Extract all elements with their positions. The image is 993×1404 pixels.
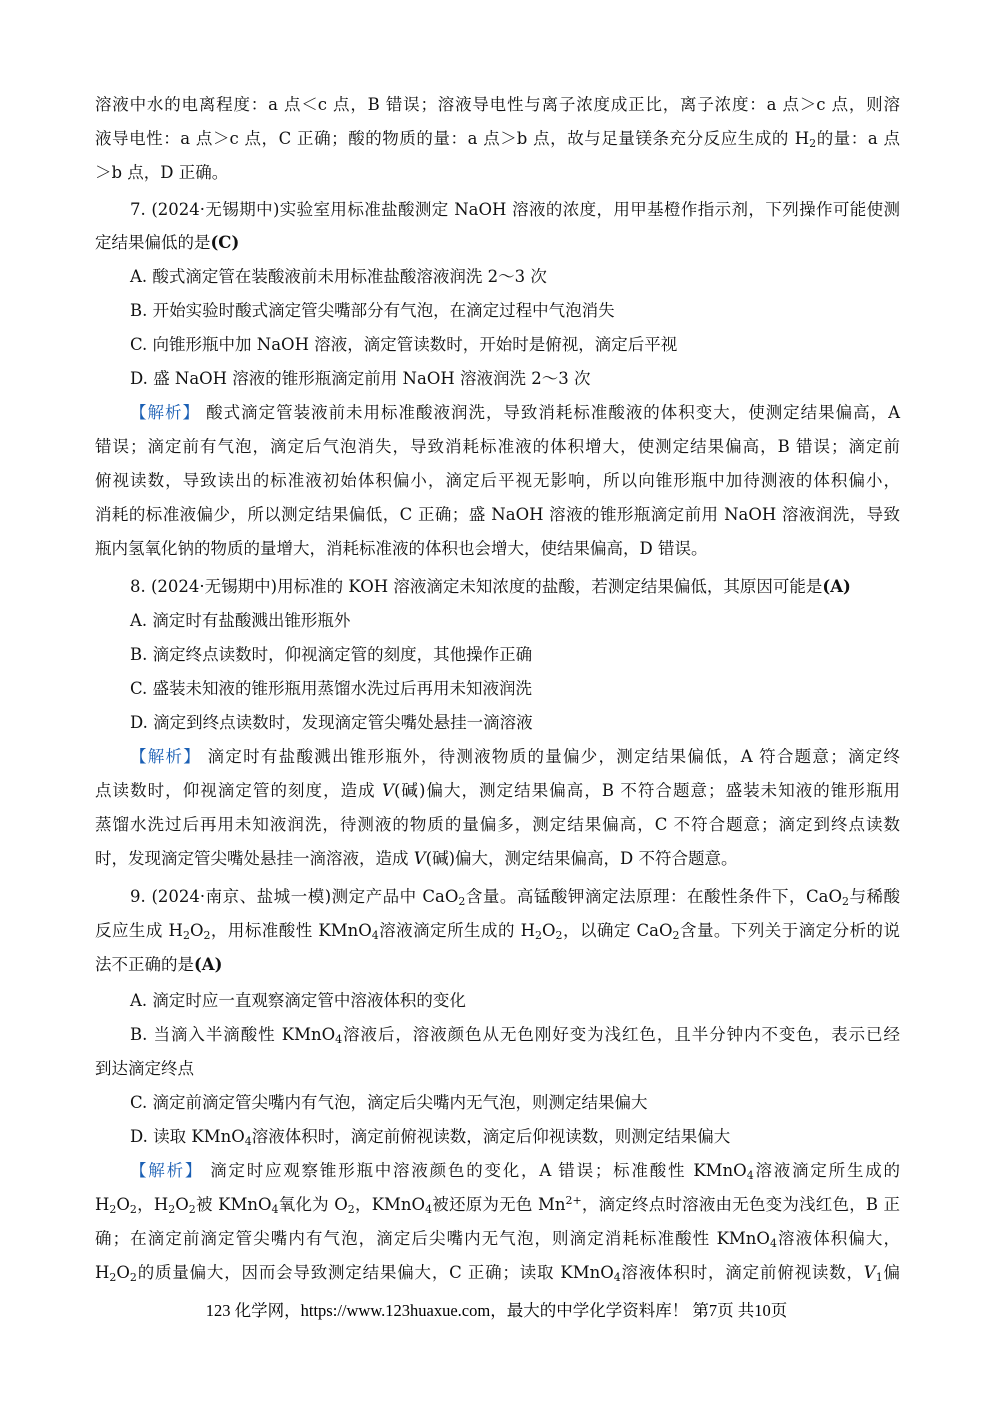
question-9-stem: 法不正确的是(A)	[95, 955, 223, 974]
q8-explanation-line: 蒸馏水洗过后再用未知液润洗，待测液的物质的量偏多，测定结果偏高，C 不符合题意；滴定到终点读数	[95, 815, 900, 834]
q9-option-b: 到达滴定终点	[95, 1059, 194, 1078]
q7-option-d: D. 盛 NaOH 溶液的锥形瓶滴定前用 NaOH 溶液润洗 2～3 次	[130, 369, 591, 388]
page-footer: 123 化学网，https://www.123huaxue.com，最大的中学化学资料库！ 第7页 共10页	[205, 1301, 788, 1320]
explanation-line: ＞b 点，D 正确。	[95, 163, 229, 182]
q9-option-c: C. 滴定前滴定管尖嘴内有气泡，滴定后尖嘴内无气泡，则测定结果偏大	[130, 1093, 648, 1112]
q8-explanation-line: 点读数时，仰视滴定管的刻度，造成 V(碱)偏大，测定结果偏高，B 不符合题意；盛装未知液的锥形瓶用	[95, 781, 900, 800]
q7-explanation-line: 错误；滴定前有气泡，滴定后气泡消失，导致消耗标准液的体积增大，使测定结果偏高，B 错误；滴定前	[95, 437, 900, 456]
q8-explanation-line: 时，发现滴定管尖嘴处悬挂一滴溶液，造成 V(碱)偏大，测定结果偏高，D 不符合题意。	[95, 849, 738, 868]
question-7-stem: 7. (2024·无锡期中)实验室用标准盐酸测定 NaOH 溶液的浓度，用甲基橙作指示剂，下列操作可能使测	[130, 200, 900, 219]
q8-explanation-line: 【解析】 滴定时有盐酸溅出锥形瓶外，待测液物质的量偏少，测定结果偏低，A 符合题意；滴定终	[130, 747, 901, 766]
explanation-line: 液导电性：a 点＞c 点，C 正确；酸的物质的量：a 点＞b 点，故与足量镁条充分反应生成的 $H_2$的量：a 点	[95, 129, 900, 150]
q7-option-c: C. 向锥形瓶中加 NaOH 溶液，滴定管读数时，开始时是俯视，滴定后平视	[130, 335, 678, 354]
q7-explanation-line: 瓶内氢氧化钠的物质的量增大，消耗标准液的体积也会增大，使结果偏高，D 错误。	[95, 539, 708, 558]
q9-explanation-line: $H_2O_2$，$H_2O_2$被 KMnO$_4$氧化为 $O_2$，KMnO$_4$被还原为无色 $Mn^{2+}$，滴定终点时溶液由无色变为浅红色，B 正	[95, 1194, 900, 1216]
q8-option-d: D. 滴定到终点读数时，发现滴定管尖嘴处悬挂一滴溶液	[130, 713, 533, 732]
q7-explanation-line: 俯视读数，导致读出的标准液初始体积偏小，滴定后平视无影响，所以向锥形瓶中加待测液的体积偏小，	[95, 471, 900, 490]
q7-explanation-line: 【解析】 酸式滴定管装液前未用标准酸液润洗，导致消耗标准酸液的体积变大，使测定结果偏高，A	[130, 403, 901, 422]
question-9-stem: 反应生成 $H_2O_2$，用标准酸性 KMnO$_4$溶液滴定所生成的 $H_2O_2$，以确定 CaO$_2$含量。下列关于滴定分析的说	[95, 921, 901, 942]
question-9-stem: 9. (2024·南京、盐城一模)测定产品中 CaO$_2$含量。高锰酸钾滴定法原理：在酸性条件下，CaO$_2$与稀酸	[130, 887, 900, 908]
q9-explanation-line: $H_2O_2$的质量偏大，因而会导致测定结果偏大，C 正确；读取 KMnO$_4$溶液体积时，滴定前俯视读数，$V_1$偏	[95, 1263, 901, 1284]
q7-option-a: A. 酸式滴定管在装酸液前未用标准盐酸溶液润洗 2～3 次	[130, 267, 547, 286]
explanation-line: 溶液中水的电离程度：a 点＜c 点，B 错误；溶液导电性与离子浓度成正比，离子浓度：a 点＞c 点，则溶	[95, 95, 900, 114]
q9-option-b: B. 当滴入半滴酸性 KMnO$_4$溶液后，溶液颜色从无色刚好变为浅红色，且半分钟内不变色，表示已经	[130, 1025, 900, 1046]
q7-explanation-line: 消耗的标准液偏少，所以测定结果偏低，C 正确；盛 NaOH 溶液的锥形瓶滴定前用 NaOH 溶液润洗，导致	[95, 505, 900, 524]
q8-option-c: C. 盛装未知液的锥形瓶用蒸馏水洗过后再用未知液润洗	[130, 679, 533, 698]
q9-option-a: A. 滴定时应一直观察滴定管中溶液体积的变化	[130, 991, 466, 1010]
q7-option-b: B. 开始实验时酸式滴定管尖嘴部分有气泡，在滴定过程中气泡消失	[130, 301, 615, 320]
q9-explanation-line: 【解析】 滴定时应观察锥形瓶中溶液颜色的变化，A 错误；标准酸性 KMnO$_4$溶液滴定所生成的	[130, 1161, 901, 1182]
question-8-stem: 8. (2024·无锡期中)用标准的 KOH 溶液滴定未知浓度的盐酸，若测定结果偏低，其原因可能是(A)	[130, 577, 851, 596]
q9-explanation-line: 确；在滴定前滴定管尖嘴内有气泡，滴定后尖嘴内无气泡，则滴定消耗标准酸性 KMnO$_4$溶液体积偏大，	[95, 1229, 901, 1250]
q8-option-b: B. 滴定终点读数时，仰视滴定管的刻度，其他操作正确	[130, 645, 533, 664]
q8-option-a: A. 滴定时有盐酸溅出锥形瓶外	[130, 611, 351, 630]
question-7-stem: 定结果偏低的是(C)	[95, 233, 240, 252]
q9-option-d: D. 读取 KMnO$_4$溶液体积时，滴定前俯视读数，滴定后仰视读数，则测定结果偏大	[130, 1127, 731, 1148]
